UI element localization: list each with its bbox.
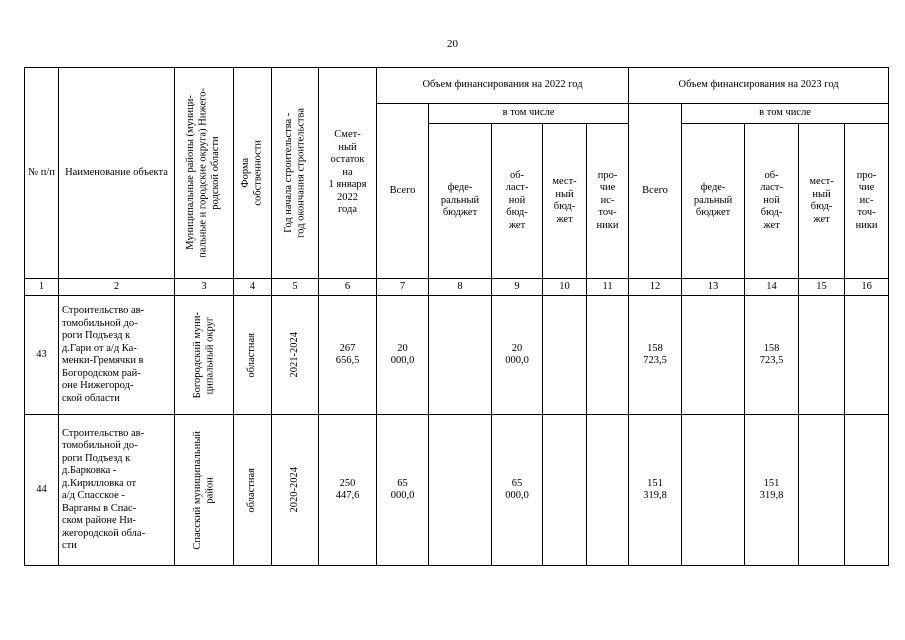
header-fin-2023: Объем финансирования на 2023 год [629, 68, 889, 104]
row-ownership: областная [234, 296, 272, 415]
col-num: 3 [175, 279, 234, 296]
row-federal-2022 [429, 296, 492, 415]
row-other-2022 [587, 296, 629, 415]
header-fin-2022: Объем финансирования на 2022 год [377, 68, 629, 104]
row-other-2023 [845, 296, 889, 415]
row-other-2022 [587, 415, 629, 566]
header-district [175, 68, 234, 279]
row-no: 44 [25, 415, 59, 566]
row-other-2023 [845, 415, 889, 566]
row-federal-2023 [682, 296, 745, 415]
row-federal-2022 [429, 415, 492, 566]
row-no: 43 [25, 296, 59, 415]
row-local-2022 [543, 415, 587, 566]
header-district-text: Муниципальные районы (муници- пальные и городские округа) Нижего- родской области [185, 88, 222, 258]
header-total-2022: Всего [377, 104, 429, 279]
row-ownership: областная [234, 415, 272, 566]
col-num: 14 [745, 279, 799, 296]
row-district: Спасский муниципальный район [175, 415, 234, 566]
row-total-2022: 65 000,0 [377, 415, 429, 566]
row-regional-2023: 151 319,8 [745, 415, 799, 566]
row-total-2023: 151 319,8 [629, 415, 682, 566]
col-num: 6 [319, 279, 377, 296]
col-num: 1 [25, 279, 59, 296]
table-row [25, 415, 889, 566]
row-years: 2021-2024 [272, 296, 319, 415]
col-num: 15 [799, 279, 845, 296]
header-federal-2022: феде- ральный бюджет [429, 124, 492, 279]
header-regional-2023: об- ласт- ной бюд- жет [745, 124, 799, 279]
header-federal-2023: феде- ральный бюджет [682, 124, 745, 279]
col-num: 7 [377, 279, 429, 296]
col-num: 2 [59, 279, 175, 296]
column-numbers-row [25, 279, 889, 296]
row-regional-2022: 20 000,0 [492, 296, 543, 415]
header-years: Год начала строительства - год окончания строительства [272, 68, 319, 279]
header-total-2023: Всего [629, 104, 682, 279]
header-including-2023: в том числе [682, 104, 889, 124]
col-num: 9 [492, 279, 543, 296]
header-local-2022: мест- ный бюд- жет [543, 124, 587, 279]
col-num: 5 [272, 279, 319, 296]
col-num: 12 [629, 279, 682, 296]
table-row [25, 296, 889, 415]
col-num: 4 [234, 279, 272, 296]
col-num: 16 [845, 279, 889, 296]
header-other-2022: про- чие ис- точ- ники [587, 124, 629, 279]
financing-table [24, 67, 889, 566]
row-regional-2022: 65 000,0 [492, 415, 543, 566]
row-estimate: 267 656,5 [319, 296, 377, 415]
header-local-2023: мест- ный бюд- жет [799, 124, 845, 279]
row-years: 2020-2024 [272, 415, 319, 566]
col-num: 11 [587, 279, 629, 296]
header-name: Наименование объекта [59, 68, 175, 279]
row-local-2023 [799, 415, 845, 566]
row-name: Строительство ав- томобильной до- роги Подъезд к д.Гари от а/д Ка- менки-Гремячки в Богородском рай- оне Нижегород- ской области [59, 296, 175, 415]
row-estimate: 250 447,6 [319, 415, 377, 566]
row-total-2023: 158 723,5 [629, 296, 682, 415]
row-regional-2023: 158 723,5 [745, 296, 799, 415]
header-ownership: Форма собственности [234, 68, 272, 279]
row-federal-2023 [682, 415, 745, 566]
row-local-2023 [799, 296, 845, 415]
header-no: № п/п [25, 68, 59, 279]
row-district: Богородский муни- ципальный округ [175, 296, 234, 415]
header-estimate: Смет- ный остаток на 1 января 2022 года [319, 68, 377, 279]
page-number: 20 [447, 38, 458, 50]
header-regional-2022: об- ласт- ной бюд- жет [492, 124, 543, 279]
row-total-2022: 20 000,0 [377, 296, 429, 415]
header-including-2022: в том числе [429, 104, 629, 124]
row-local-2022 [543, 296, 587, 415]
col-num: 10 [543, 279, 587, 296]
col-num: 8 [429, 279, 492, 296]
header-other-2023: про- чие ис- точ- ники [845, 124, 889, 279]
row-name: Строительство ав- томобильной до- роги Подъезд к д.Барковка - д.Кирилловка от а/д Спасское - Варганы в Спас- ском районе Ни- жегородской обла- сти [59, 415, 175, 566]
col-num: 13 [682, 279, 745, 296]
